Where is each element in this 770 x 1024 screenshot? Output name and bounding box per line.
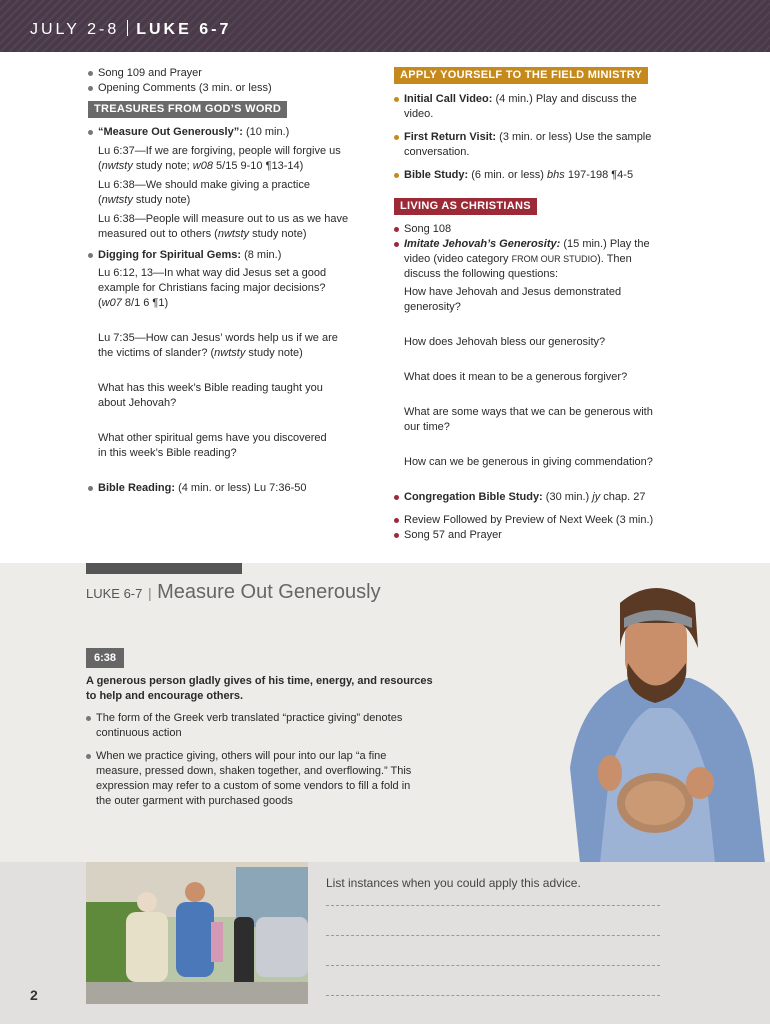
list-item: Song 108 xyxy=(394,222,684,237)
detail-line: example for Christians facing major decisions? xyxy=(98,282,326,294)
reading-detail: (4 min. or less) Lu 7:36-50 xyxy=(178,482,307,494)
list-item: Opening Comments (3 min. or less) xyxy=(88,81,378,96)
detail-line: Lu 6:37—If we are forgiving, people will forgive us xyxy=(98,145,341,157)
measure-title: “Measure Out Generously”: xyxy=(98,126,243,138)
measure-item xyxy=(88,125,388,140)
family-photo xyxy=(86,862,308,1004)
detail-line: Lu 6:38—People will measure out to us as we have xyxy=(98,213,349,225)
gems-title: Digging for Spiritual Gems: xyxy=(98,249,242,261)
feature-reference: LUKE 6-7 xyxy=(86,586,143,601)
opening-list xyxy=(88,66,378,96)
detail-line: (w07 8/1 6 ¶1) xyxy=(98,297,169,309)
feature-lead: A generous person gladly gives of his time, energy, and resources to help and encourage others. xyxy=(86,675,433,702)
living-heading: LIVING AS CHRISTIANS xyxy=(394,198,537,215)
question: How have Jehovah and Jesus demonstrated xyxy=(404,286,622,298)
gems-question xyxy=(98,431,388,461)
answer-line[interactable] xyxy=(326,965,660,966)
feature-title: LUKE 6-7 | Measure Out Generously xyxy=(86,581,381,603)
header-title xyxy=(30,20,231,37)
treasures-list xyxy=(88,125,388,140)
question: What does it mean to be a generous forgiver? xyxy=(404,371,628,383)
reading-list xyxy=(88,481,388,496)
question-list xyxy=(404,285,694,315)
list-item: Review Followed by Preview of Next Week (3 min.) xyxy=(394,513,694,528)
list-item: Song 109 and Prayer xyxy=(88,66,378,81)
list-item: Bible Study: (6 min. or less) bhs 197-198 ¶4-5 xyxy=(394,168,684,183)
detail-line: (nwtsty study note; w08 5/15 9-10 ¶13-14) xyxy=(98,160,304,172)
gems-question xyxy=(98,331,388,361)
apply-heading: APPLY YOURSELF TO THE FIELD MINISTRY xyxy=(394,67,648,84)
apply-list xyxy=(394,92,684,183)
answer-line[interactable] xyxy=(326,995,660,996)
gems-details xyxy=(98,266,388,311)
list-item: The form of the Greek verb translated “practice giving” denotes continuous action xyxy=(86,711,456,741)
feature-tab xyxy=(86,563,242,574)
answer-line[interactable] xyxy=(326,935,660,936)
question: generosity? xyxy=(404,301,461,313)
list-item: First Return Visit: (3 min. or less) Use the sample conversation. xyxy=(394,130,684,160)
detail-line: measured out to others (nwtsty study note) xyxy=(98,228,307,240)
list-item: Initial Call Video: (4 min.) Play and discuss the video. xyxy=(394,92,684,122)
treasures-heading: TREASURES FROM GOD’S WORD xyxy=(88,101,287,118)
feature-bullets xyxy=(86,711,456,809)
question: What are some ways that we can be generous with our time? xyxy=(404,406,653,433)
list-item: Song 57 and Prayer xyxy=(394,528,694,543)
living-list xyxy=(394,222,684,282)
apply-prompt: List instances when you could apply this advice. xyxy=(326,876,581,890)
list-item: Imitate Jehovah’s Generosity: (15 min.) Play the video (video category FROM OUR STUDIO). Then discuss the following questions: xyxy=(394,237,684,282)
gems-time: (8 min.) xyxy=(244,249,282,261)
detail-line: about Jehovah? xyxy=(98,397,177,409)
question: How does Jehovah bless our generosity? xyxy=(404,336,606,348)
answer-line[interactable] xyxy=(326,905,660,906)
gems-list xyxy=(88,248,388,263)
measure-details xyxy=(98,144,388,242)
header-reading: LUKE 6-7 xyxy=(136,21,232,38)
measure-time: (10 min.) xyxy=(245,126,290,138)
gems-item xyxy=(88,248,388,263)
jesus-illustration xyxy=(540,568,770,863)
gems-question xyxy=(98,381,388,411)
detail-line: the victims of slander? (nwtsty study note) xyxy=(98,347,303,359)
list-item: When we practice giving, others will pour into our lap “a fine measure, pressed down, shaken together, and overflowing.” This expression may refer to a custom of some vendors to fill a fold in the outer garment with purchased goods xyxy=(86,749,456,809)
reading-item xyxy=(88,481,388,496)
detail-line: Lu 6:38—We should make giving a practice xyxy=(98,179,310,191)
detail-line: (nwtsty study note) xyxy=(98,194,191,206)
detail-line: Lu 6:12, 13—In what way did Jesus set a good xyxy=(98,267,327,279)
detail-line: in this week’s Bible reading? xyxy=(98,447,237,459)
header-divider xyxy=(127,20,128,36)
verse-badge: 6:38 xyxy=(86,648,124,668)
reading-title: Bible Reading: xyxy=(98,482,176,494)
detail-line: What has this week’s Bible reading taught you xyxy=(98,382,323,394)
question: How can we be generous in giving commendation? xyxy=(404,456,653,468)
closing-list xyxy=(394,490,694,543)
header-week: JULY 2-8 xyxy=(30,21,120,38)
detail-line: What other spiritual gems have you discovered xyxy=(98,432,327,444)
detail-line: Lu 7:35—How can Jesus’ words help us if we are xyxy=(98,332,338,344)
list-item: Congregation Bible Study: (30 min.) jy chap. 27 xyxy=(394,490,694,505)
feature-heading: Measure Out Generously xyxy=(157,581,381,603)
page-number: 2 xyxy=(30,987,38,1003)
